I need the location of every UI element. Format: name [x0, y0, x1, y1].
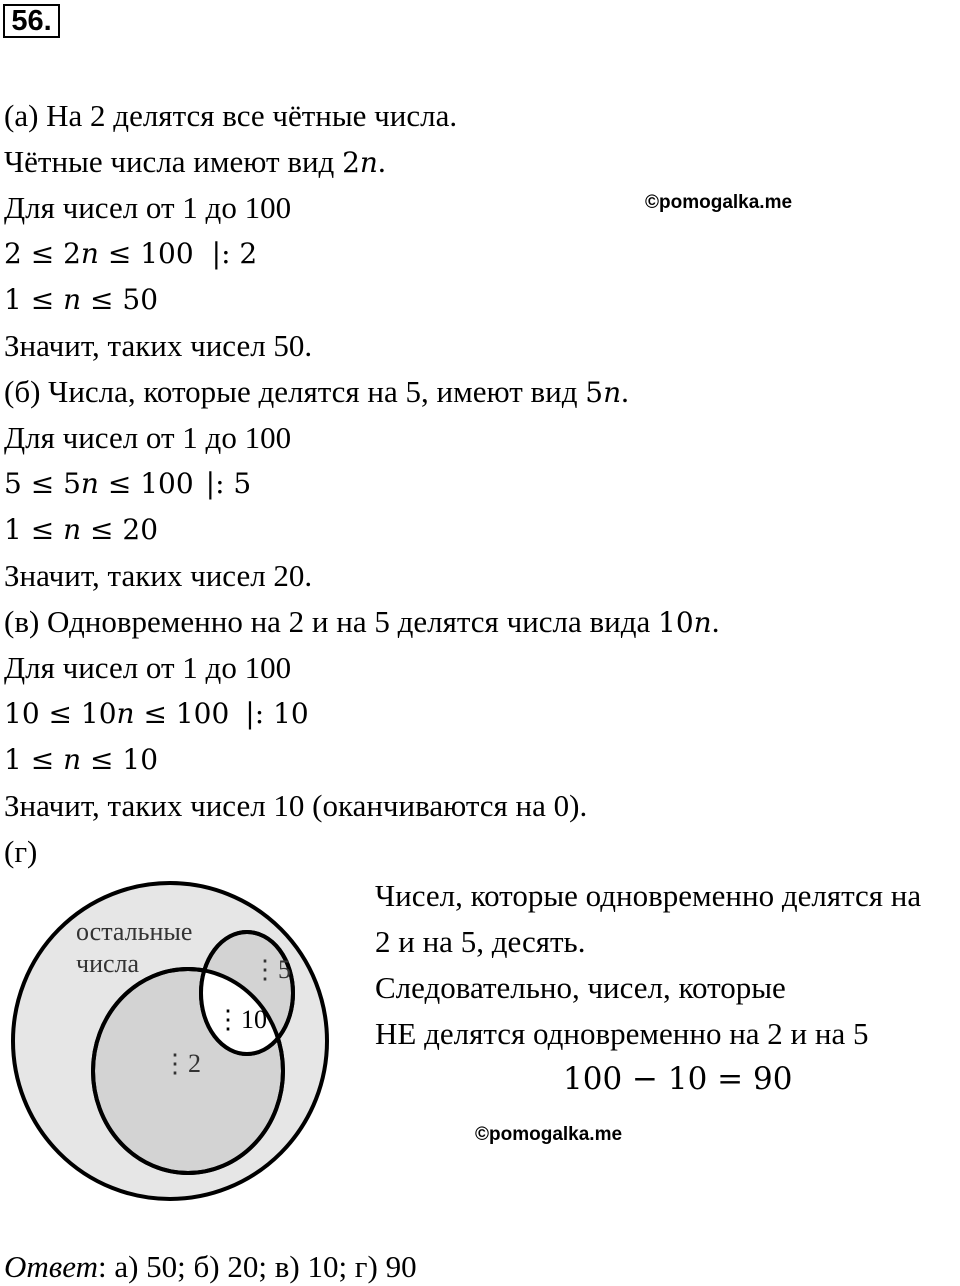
part-a-line-1: (а) На 2 делятся все чётные числа. [4, 98, 458, 133]
ineq-divide: |: 10 [245, 697, 309, 730]
part-b-form-coef: 5 [585, 376, 604, 409]
ineq-left: 2 ≤ 2 [4, 237, 81, 270]
part-c-inequality-1 [4, 696, 309, 732]
part-d-text-2: 2 и на 5, десять. [375, 924, 586, 959]
part-a-inequality-2 [4, 282, 158, 318]
ineq-right: ≤ 10 [81, 743, 159, 776]
label-divisible-10: ⋮10 [215, 1005, 267, 1034]
part-c-inequality-2 [4, 742, 158, 778]
var-n: n [359, 146, 378, 179]
part-a-result: Значит, таких чисел 50. [4, 328, 313, 363]
var-n: n [80, 467, 99, 500]
var-n: n [116, 697, 135, 730]
part-b-form [585, 376, 621, 409]
venn-diagram [10, 880, 350, 1202]
part-d-calculation: 100 − 10 = 90 [563, 1061, 793, 1097]
watermark-top: ©pomogalka.me [645, 192, 793, 213]
var-n: n [63, 283, 82, 316]
ineq-left: 1 ≤ [4, 513, 64, 546]
answer-label: Ответ [4, 1249, 98, 1284]
part-b-inequality-1 [4, 466, 251, 502]
var-n: n [603, 376, 622, 409]
part-b-line-2: Для чисел от 1 до 100 [4, 420, 292, 455]
ineq-left: 5 ≤ 5 [4, 467, 81, 500]
answer-text: : а) 50; б) 20; в) 10; г) 90 [97, 1249, 417, 1284]
part-d-label: (г) [4, 834, 38, 869]
part-a-line-2-text: Чётные числа имеют вид [4, 144, 343, 179]
part-a-form-coef: 2 [342, 146, 360, 179]
ineq-right: ≤ 100 [98, 237, 194, 270]
outer-label-line-2: числа [76, 949, 140, 978]
ineq-right: ≤ 50 [81, 283, 159, 316]
part-c-result: Значит, таких чисел 10 (оканчиваются на 0). [4, 788, 588, 823]
label-divisible-2: ⋮2 [162, 1049, 201, 1078]
part-c-line-1-text: (в) Одновременно на 2 и на 5 делятся числа вида [4, 604, 658, 639]
part-a-line-2: Чётные числа имеют вид 2n. [4, 144, 386, 179]
answer [4, 1249, 417, 1285]
ineq-left: 10 ≤ 10 [4, 697, 117, 730]
part-c-form-coef: 10 [658, 606, 694, 639]
label-divisible-5: ⋮5 [252, 955, 291, 984]
ineq-right: ≤ 100 [98, 467, 194, 500]
part-b-line-1: (б) Числа, которые делятся на 5, имеют вид 5n. [4, 374, 629, 409]
outer-label-line-1: остальные [76, 917, 193, 946]
part-c-line-2: Для чисел от 1 до 100 [4, 650, 292, 685]
ineq-left: 1 ≤ [4, 743, 64, 776]
part-b-inequality-2 [4, 512, 158, 548]
var-n: n [80, 237, 99, 270]
part-c-form [658, 606, 712, 639]
part-a-inequality-1 [4, 236, 257, 272]
ineq-right: ≤ 100 [134, 697, 230, 730]
part-a-form [342, 146, 378, 179]
var-n: n [693, 606, 712, 639]
var-n: n [63, 743, 82, 776]
part-b-result: Значит, таких чисел 20. [4, 558, 313, 593]
var-n: n [63, 513, 82, 546]
part-c-line-1: (в) Одновременно на 2 и на 5 делятся числа вида 10n. [4, 604, 720, 639]
part-d-text-1: Чисел, которые одновременно делятся на [375, 878, 922, 913]
problem-number: 56. [3, 4, 60, 38]
part-a-line-3: Для чисел от 1 до 100 [4, 190, 292, 225]
part-b-line-1-text: (б) Числа, которые делятся на 5, имеют вид [4, 374, 586, 409]
part-d-text-3: Следовательно, чисел, которые [375, 970, 786, 1005]
ineq-divide: |: 5 [205, 467, 252, 500]
ineq-divide: |: 2 [211, 237, 258, 270]
watermark-bottom: ©pomogalka.me [475, 1124, 623, 1145]
ineq-left: 1 ≤ [4, 283, 64, 316]
ineq-right: ≤ 20 [81, 513, 159, 546]
part-d-text-4: НЕ делятся одновременно на 2 и на 5 [375, 1016, 869, 1051]
